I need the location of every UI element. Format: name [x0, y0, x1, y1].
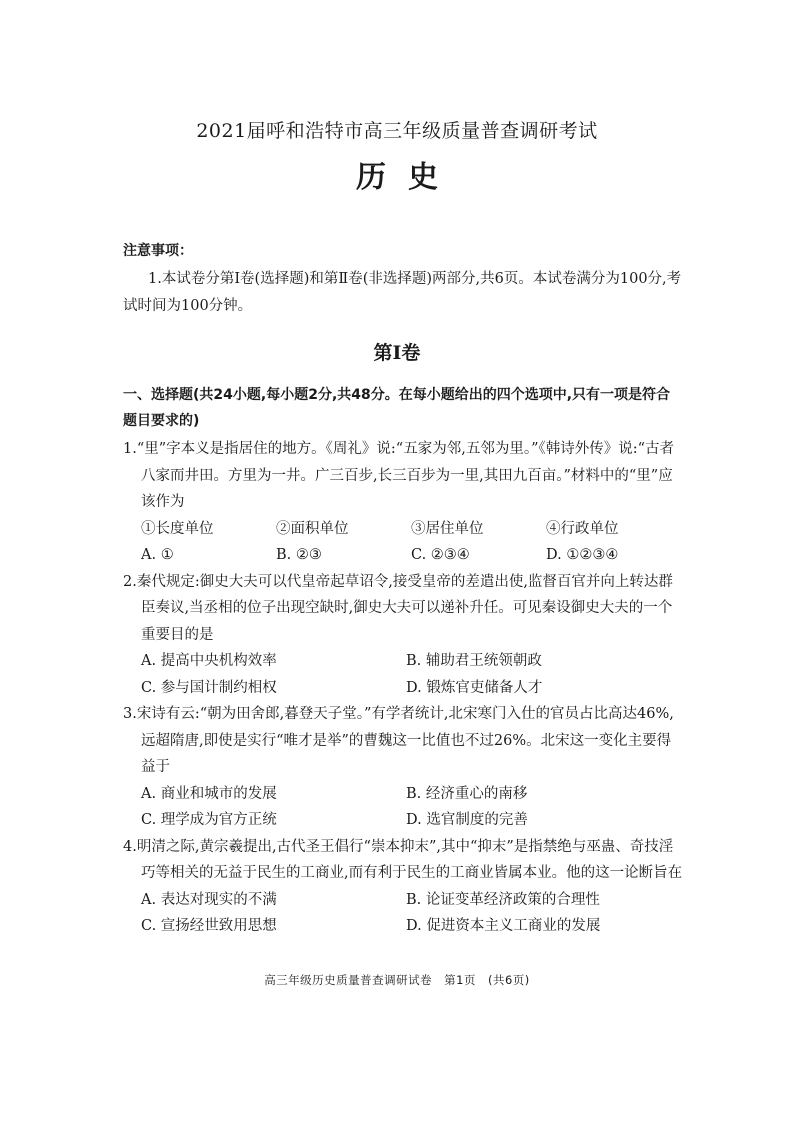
question-4 — [123, 834, 683, 940]
option-a: A. 提高中央机构效率 — [141, 653, 277, 669]
option-d: D. 锻炼官吏储备人才 — [406, 679, 543, 696]
page-footer: 高三年级历史质量普查调研试卷 第1页 (共6页) — [264, 973, 530, 987]
option-c: C. 参与国计制约相权 — [141, 679, 277, 696]
subject-title: 历史 — [356, 160, 460, 195]
sub-option-4: ④行政单位 — [546, 520, 619, 537]
sub-option-2: ②面积单位 — [276, 520, 349, 537]
option-d: D. ①②③④ — [546, 547, 619, 563]
volume-heading: 第Ⅰ卷 — [373, 342, 421, 364]
section-heading: 一、选择题(共24小题,每小题2分,共48分。在每小题给出的四个选项中,只有一项是符合题目要求的) — [123, 387, 671, 429]
option-c: C. 理学成为官方正统 — [141, 812, 277, 828]
answer-options — [123, 542, 683, 569]
sub-options — [123, 516, 683, 543]
option-a: A. ① — [141, 547, 174, 563]
notice-text: 1.本试卷分第Ⅰ卷(选择题)和第Ⅱ卷(非选择题)两部分,共6页。本试卷满分为100分,考试时间为100分钟。 — [123, 271, 682, 314]
answer-options — [123, 887, 683, 940]
option-b: B. 经济重心的南移 — [406, 785, 528, 802]
notice-heading: 注意事项： — [123, 243, 193, 259]
question-stem: 1.“里”字本义是指居住的地方。《周礼》说:“五家为邻,五邻为里。”《韩诗外传》说:“古者八家而井田。方里为一井。广三百步,长三百步为一里,其田九百亩。”材料中的“里”应该作为 — [123, 441, 675, 510]
question-list — [123, 436, 683, 940]
question-3 — [123, 701, 683, 834]
option-a: A. 表达对现实的不满 — [141, 891, 277, 908]
sub-option-3: ③居住单位 — [411, 520, 484, 537]
option-b: B. 辅助君王统领朝政 — [406, 653, 542, 669]
exam-title: 2021届呼和浩特市高三年级质量普查调研考试 — [196, 120, 598, 142]
question-stem: 3.宋诗有云:“朝为田舍郎,暮登天子堂。”有学者统计,北宋寒门入仕的官员占比高达46%,远超隋唐,即使是实行“唯才是举”的曹魏这一比值也不过26%。北宋这一变化主要得益于 — [123, 706, 674, 775]
option-a: A. 商业和城市的发展 — [141, 785, 277, 802]
option-d: D. 促进资本主义工商业的发展 — [406, 918, 601, 934]
question-stem: 4.明清之际,黄宗羲提出,古代圣王倡行“崇本抑末”,其中“抑末”是指禁绝与巫蛊、奇技淫巧等相关的无益于民生的工商业,而有利于民生的工商业皆属本业。他的这一论断旨在 — [123, 838, 683, 881]
sub-option-1: ①长度单位 — [141, 520, 214, 537]
question-2 — [123, 569, 683, 702]
question-1 — [123, 436, 683, 569]
option-b: B. 论证变革经济政策的合理性 — [406, 891, 600, 908]
question-stem: 2.秦代规定:御史大夫可以代皇帝起草诏令,接受皇帝的差遣出使,监督百官并向上转达群臣奏议,当丞相的位子出现空缺时,御史大夫可以递补升任。可见秦设御史大夫的一个重要目的是 — [123, 573, 673, 643]
answer-options — [123, 781, 683, 834]
answer-options — [123, 648, 683, 701]
option-b: B. ②③ — [276, 547, 322, 563]
option-c: C. ②③④ — [411, 547, 470, 563]
option-c: C. 宣扬经世致用思想 — [141, 918, 277, 934]
option-d: D. 选官制度的完善 — [406, 812, 528, 828]
